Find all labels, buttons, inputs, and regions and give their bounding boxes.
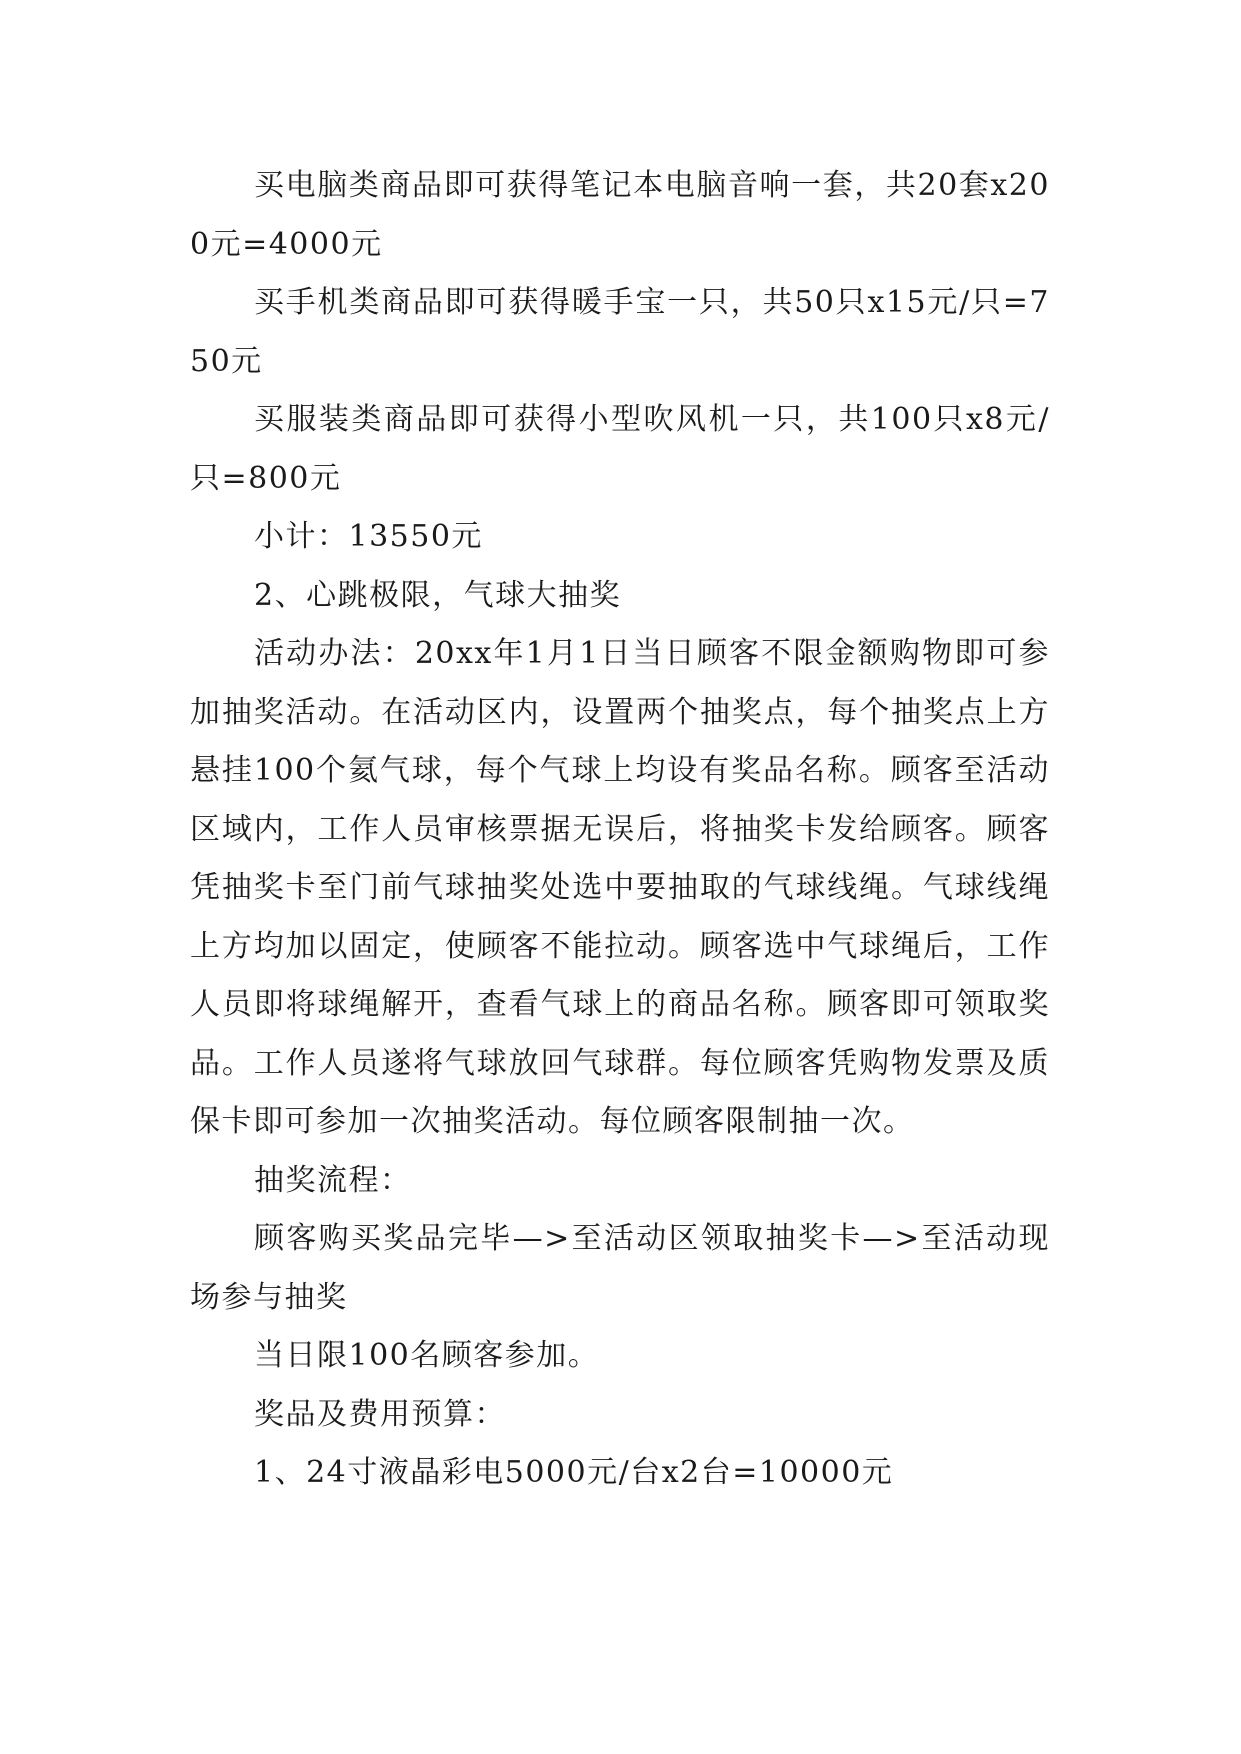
paragraph-computer-gift: 买电脑类商品即可获得笔记本电脑音响一套，共20套x200元=4000元 bbox=[190, 168, 1050, 262]
paragraph-draw-process: 顾客购买奖品完毕—>至活动区领取抽奖卡—>至活动现场参与抽奖 bbox=[190, 1221, 1050, 1315]
paragraph-activity-method: 活动办法：20xx年1月1日当日顾客不限金额购物即可参加抽奖活动。在活动区内，设置两个抽奖点，每个抽奖点上方悬挂100个氦气球，每个气球上均设有奖品名称。顾客至活动区域内，工作人员审核票据无误后，将抽奖卡发给顾客。顾客凭抽奖卡至门前气球抽奖处选中要抽取的气球线绳。气球线绳上方均加以固定，使顾客不能拉动。顾客选中气球绳后，工作人员即将球绳解开，查看气球上的商品名称。顾客即可领取奖品。工作人员遂将气球放回气球群。每位顾客凭购物发票及质保卡即可参加一次抽奖活动。每位顾客限制抽一次。 bbox=[190, 636, 1050, 1139]
paragraph-subtotal: 小计：13550元 bbox=[254, 519, 483, 554]
section-heading-balloon-draw: 2、心跳极限，气球大抽奖 bbox=[254, 577, 622, 613]
paragraph-phone-gift: 买手机类商品即可获得暖手宝一只，共50只x15元/只=750元 bbox=[190, 285, 1050, 379]
paragraph-clothing-gift: 买服装类商品即可获得小型吹风机一只，共100只x8元/只=800元 bbox=[190, 402, 1050, 496]
paragraph-daily-limit: 当日限100名顾客参加。 bbox=[254, 1338, 600, 1373]
heading-draw-process: 抽奖流程： bbox=[254, 1162, 412, 1198]
heading-prize-budget: 奖品及费用预算： bbox=[254, 1396, 506, 1432]
paragraph-prize-tv: 1、24寸液晶彩电5000元/台x2台=10000元 bbox=[254, 1455, 894, 1490]
document-body bbox=[190, 157, 1050, 1503]
